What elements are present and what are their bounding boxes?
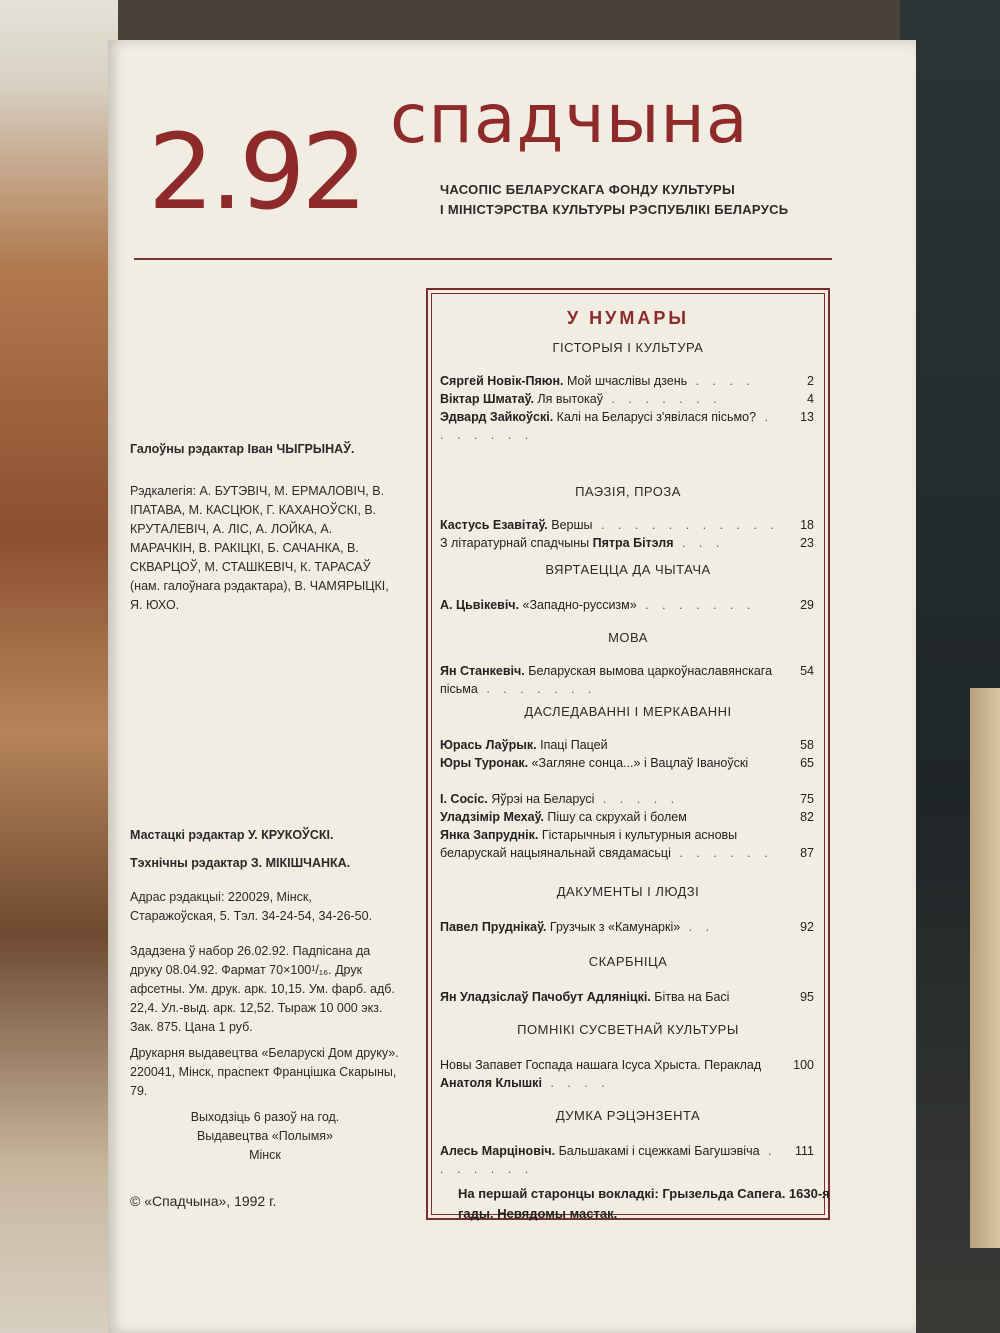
toc-entry <box>440 390 814 408</box>
entry-title: Калі на Беларусі з'явілася пісьмо? <box>556 410 757 424</box>
toc-entry <box>440 826 780 862</box>
entry-title: Бітва на Басі <box>654 990 730 1004</box>
entry-page: 65 <box>800 756 814 770</box>
toc-entry <box>440 662 790 698</box>
entry-title: Іпаці Пацей <box>540 738 608 752</box>
entry-author: Алесь Марціновіч. <box>440 1144 556 1158</box>
left-page-photo <box>0 0 118 1333</box>
toc-entry <box>440 1056 780 1092</box>
entry-page: 87 <box>800 846 814 860</box>
publishing-info <box>130 1108 400 1165</box>
entry-title: «Загляне сонца...» і Вацлаў Іваноўскі <box>531 756 749 770</box>
entry-author: Уладзімір Мехаў. <box>440 810 544 824</box>
entry-title: Пішу са скрухай і болем <box>547 810 687 824</box>
entry-title: Мой шчаслівы дзень <box>566 374 688 388</box>
entry-title: Яўрэі на Беларусі <box>491 792 595 806</box>
entry-page: 18 <box>800 518 814 532</box>
subtitle-line: ЧАСОПІС БЕЛАРУСКАГА ФОНДУ КУЛЬТУРЫ <box>440 182 736 197</box>
cover-note: На першай старонцы вокладкі: Грызельда Сапега. 1630-я гады. Невядомы мастак. <box>458 1186 830 1221</box>
publishing-frequency: Выходзіць 6 разоў на год. <box>190 1110 340 1124</box>
entry-title: З літаратурнай спадчыны <box>440 536 590 550</box>
entry-title: Новы Запавет Госпада нашага Ісуса Хрыста. Пераклад <box>440 1058 762 1072</box>
entry-author: Юры Туронак. <box>440 756 529 770</box>
entry-author: Эдвард Зайкоўскі. <box>440 410 554 424</box>
entry-page: 111 <box>794 1144 814 1158</box>
toc-entry <box>440 736 814 754</box>
issue-number: 2.92 <box>148 111 364 233</box>
entry-author: А. Цьвікевіч. <box>440 598 520 612</box>
printer-info: Друкарня выдавецтва «Беларускі Дом друку». 220041, Мінск, праспект Францішка Скарыны, 79. <box>130 1046 399 1098</box>
leader-dots: . . . . . . . . . . . <box>592 518 779 532</box>
toc-section-title: ДУМКА РЭЦЭНЗЕНТА <box>555 1108 701 1123</box>
editorial-board: Рэдкалегія: А. БУТЭВІЧ, М. ЕРМАЛОВІЧ, В. ІПАТАВА, М. КАСЦЮК, Г. КАХАНОЎСКІ, В. КРУТАЛЕВІЧ, А. ЛІС, А. ЛОЙКА, А. МАРАЧКІН, В. РАКІЦКІ, Б. САЧАНКА, В. СКВАРЦОЎ, М. СТАШКЕВІЧ, К. ТАРАСАЎ (нам. галоўнага рэдактара), В. ЧАМЯРЫЦКІ, Я. ЮХО. <box>130 484 389 612</box>
entry-author: Юрась Лаўрык. <box>440 738 537 752</box>
entry-title: Беларуская вымова царкоўнаславянскага пісьма <box>440 664 773 696</box>
toc-entry <box>440 790 814 808</box>
entry-title: Гістарычныя і культурныя асновы беларускай нацыянальнай свядамасьці <box>440 828 738 860</box>
entry-title: Грузчык з «Камунаркі» <box>549 920 681 934</box>
entry-page: 82 <box>800 810 814 824</box>
publisher-city: Мінск <box>249 1148 281 1162</box>
entry-author: Сяргей Новік-Пяюн. <box>440 374 564 388</box>
toc-entry <box>440 808 814 826</box>
entry-page: 2 <box>807 374 814 388</box>
entry-author: Пятра Бітэля <box>592 536 674 550</box>
entry-author: Ян Станкевіч. <box>440 664 525 678</box>
entry-author: Янка Запруднік. <box>440 828 539 842</box>
toc-entry <box>440 516 814 534</box>
toc-entry <box>440 596 814 614</box>
toc-entry <box>440 372 814 390</box>
leader-dots: . . . . <box>687 374 755 388</box>
subtitle-line: І МІНІСТЭРСТВА КУЛЬТУРЫ РЭСПУБЛІКІ БЕЛАРУСЬ <box>440 202 789 217</box>
leader-dots: . . . . <box>541 1076 610 1090</box>
magazine-title: спадчына <box>390 80 749 159</box>
entry-page: 4 <box>807 392 814 406</box>
entry-title: «Западно-руссизм» <box>522 598 637 612</box>
chief-editor-label: Галоўны рэдактар <box>130 442 244 456</box>
editorial-address: Адрас рэдакцыі: 220029, Мінск, Старажоўская, 5. Тэл. 34-24-54, 34-26-50. <box>130 890 373 923</box>
leader-dots: . . . . . . . <box>440 1144 777 1176</box>
toc-section-title: ВЯРТАЕЦЦА ДА ЧЫТАЧА <box>545 562 711 577</box>
print-info: Здадзена ў набор 26.02.92. Падпісана да друку 08.04.92. Фармат 70×100¹/₁₆. Друк афсетны. Ум. друк. арк. 10,15. Ум. фарб. адб. 22,4. Ул.-выд. арк. 12,52. Тыраж 10 000 экз. Зак. 875. Цана 1 руб. <box>130 944 395 1034</box>
entry-author: Павел Пруднікаў. <box>440 920 547 934</box>
toc-section-title: ДАКУМЕНТЫ І ЛЮДЗІ <box>556 884 700 899</box>
entry-author: Віктар Шматаў. <box>440 392 534 406</box>
entry-page: 58 <box>800 738 814 752</box>
table-of-contents <box>426 288 830 1220</box>
toc-heading: У НУМАРЫ <box>566 308 689 328</box>
entry-page: 13 <box>800 410 814 424</box>
entry-title: Вершы <box>551 518 593 532</box>
copyright: © «Спадчына», 1992 г. <box>130 1193 277 1209</box>
entry-page: 100 <box>793 1058 814 1072</box>
toc-entry <box>440 988 814 1006</box>
toc-entry <box>440 1142 780 1178</box>
leader-dots: . . . . . . . <box>602 392 722 406</box>
toc-section-title: ГІСТОРЫЯ І КУЛЬТУРА <box>552 340 704 355</box>
entry-author: Ян Уладзіслаў Пачобут Адляніцкі. <box>440 990 651 1004</box>
chief-editor <box>130 440 400 459</box>
leader-dots: . . . . . <box>594 792 680 806</box>
entry-page: 29 <box>800 598 814 612</box>
leader-dots: . . . . . . <box>670 846 773 860</box>
magazine-subtitle <box>440 180 880 220</box>
entry-author: І. Сосіс. <box>440 792 488 806</box>
entry-author: Кастусь Езавітаў. <box>440 518 548 532</box>
entry-title: Бальшакамі і сцежкамі Багушэвіча <box>558 1144 760 1158</box>
toc-section-title: ПОМНІКІ СУСВЕТНАЙ КУЛЬТУРЫ <box>517 1022 739 1037</box>
toc-entry <box>440 534 814 552</box>
leader-dots: . . . . . . . <box>440 410 773 442</box>
entry-page: 92 <box>800 920 814 934</box>
entry-title: Ля вытокаў <box>537 392 603 406</box>
toc-entry <box>440 754 780 772</box>
chief-editor-name: Іван ЧЫГРЫНАЎ. <box>247 442 355 456</box>
art-editor: Мастацкі рэдактар У. КРУКОЎСКІ. <box>130 828 334 842</box>
toc-section-title: ДАСЛЕДАВАННІ І МЕРКАВАННІ <box>524 704 732 719</box>
toc-section-title: ПАЭЗІЯ, ПРОЗА <box>575 484 681 499</box>
leader-dots: . . . . . . . <box>636 598 756 612</box>
entry-page: 54 <box>800 664 814 678</box>
leader-dots: . . <box>680 920 715 934</box>
toc-entry <box>440 408 780 444</box>
magazine-page <box>108 40 916 1333</box>
toc-entry <box>440 918 814 936</box>
header-rule <box>134 258 832 260</box>
leader-dots: . . . <box>673 536 725 550</box>
adjacent-book-edge <box>970 688 1000 1248</box>
entry-page: 95 <box>800 990 814 1004</box>
entry-author: Анатоля Клышкі <box>440 1076 542 1090</box>
toc-section-title: СКАРБНІЦА <box>588 954 668 969</box>
tech-editor: Тэхнічны рэдактар З. МІКІШЧАНКА. <box>130 856 351 870</box>
toc-section-title: МОВА <box>608 630 648 645</box>
leader-dots: . . . . . . . <box>477 682 597 696</box>
entry-page: 23 <box>800 536 814 550</box>
entry-page: 75 <box>800 792 814 806</box>
publisher-name: Выдавецтва «Полымя» <box>196 1129 334 1143</box>
